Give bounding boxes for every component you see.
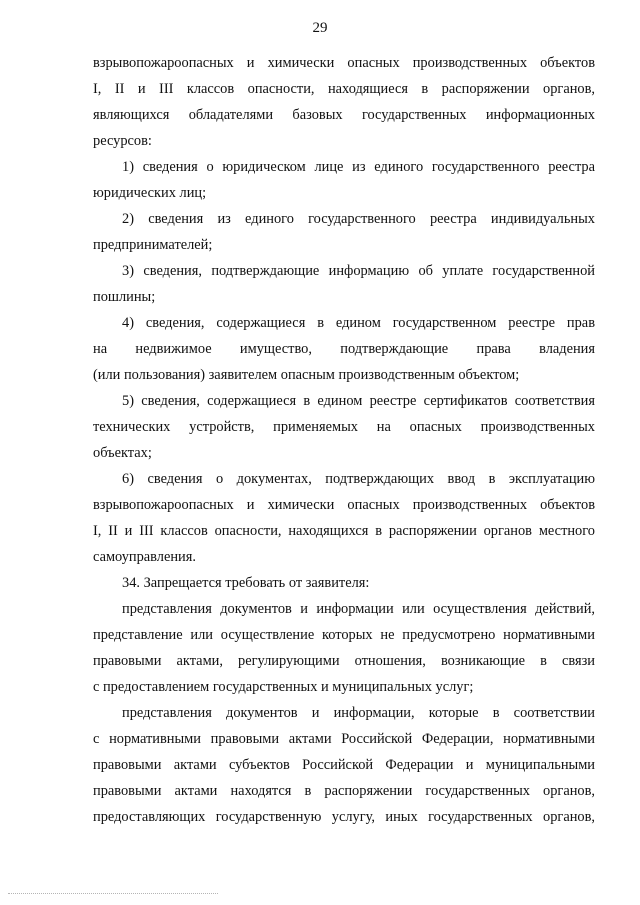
paragraph-line: правовыми актами, регулирующими отношения, возникающие в связи [93, 653, 595, 669]
list-item-line: 6) сведения о документах, подтверждающих ввод в эксплуатацию [122, 471, 595, 487]
list-item-line: 3) сведения, подтверждающие информацию об уплате государственной [122, 263, 595, 279]
scan-artifact [8, 893, 218, 896]
list-item-line: 1) сведения о юридическом лице из единого государственного реестра [122, 159, 595, 175]
page-number: 29 [312, 20, 328, 36]
document-body [93, 50, 595, 830]
paragraph-line: предоставляющих государственную услугу, иных государственных органов, [93, 809, 595, 825]
list-item-line: юридических лиц; [93, 185, 207, 201]
clause-heading: 34. Запрещается требовать от заявителя: [122, 575, 370, 591]
list-item-line: 4) сведения, содержащиеся в едином государственном реестре прав [122, 315, 595, 331]
list-item-line: (или пользования) заявителем опасным производственным объектом; [93, 367, 520, 383]
list-item-line: I, II и III классов опасности, находящихся в распоряжении органов местного [93, 523, 595, 539]
list-item-line: объектах; [93, 445, 152, 461]
paragraph-line: представление или осуществление которых не предусмотрено нормативными [93, 627, 595, 643]
list-item-line: взрывопожароопасных и химически опасных производственных объектов [93, 497, 595, 513]
paragraph-line: являющихся обладателями базовых государственных информационных [93, 107, 595, 123]
list-item-line: самоуправления. [93, 549, 196, 565]
paragraph-line: правовыми актами субъектов Российской Федерации и муниципальными [93, 757, 595, 773]
list-item-line: пошлины; [93, 289, 156, 305]
paragraph-line: I, II и III классов опасности, находящиеся в распоряжении органов, [93, 81, 595, 97]
list-item-line: предпринимателей; [93, 237, 213, 253]
list-item-line: 2) сведения из единого государственного реестра индивидуальных [122, 211, 595, 227]
paragraph-line: с нормативными правовыми актами Российской Федерации, нормативными [93, 731, 595, 747]
paragraph-line: взрывопожароопасных и химически опасных производственных объектов [93, 55, 595, 71]
list-item-line: на недвижимое имущество, подтверждающие права владения [93, 341, 595, 357]
paragraph-line: ресурсов: [93, 133, 152, 149]
list-item-line: технических устройств, применяемых на опасных производственных [93, 419, 595, 435]
paragraph-line: правовыми актами находятся в распоряжении государственных органов, [93, 783, 595, 799]
paragraph-line: представления документов и информации, которые в соответствии [122, 705, 595, 721]
paragraph-line: с предоставлением государственных и муниципальных услуг; [93, 679, 474, 695]
paragraph-line: представления документов и информации или осуществления действий, [122, 601, 595, 617]
list-item-line: 5) сведения, содержащиеся в едином реестре сертификатов соответствия [122, 393, 595, 409]
